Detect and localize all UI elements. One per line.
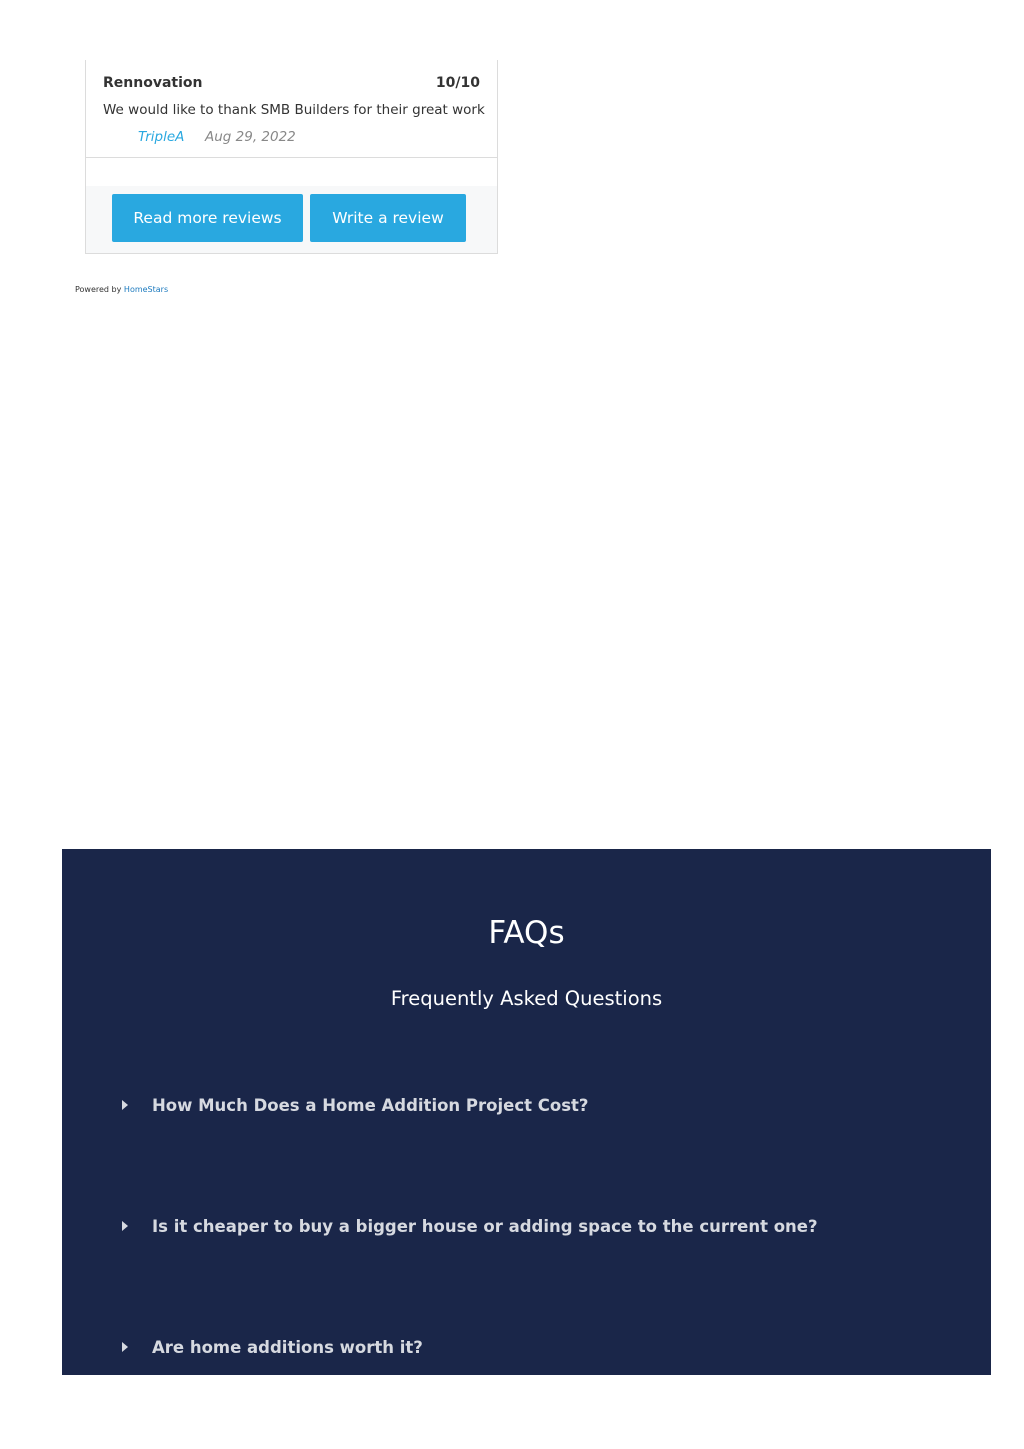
powered-by-prefix: Powered by: [75, 285, 122, 294]
review-date: Aug 29, 2022: [205, 129, 296, 145]
faq-item[interactable]: [122, 1334, 423, 1360]
caret-right-icon: [122, 1100, 128, 1110]
faq-question: Is it cheaper to buy a bigger house or adding space to the current one?: [152, 1216, 818, 1236]
caret-right-icon: [122, 1342, 128, 1352]
powered-by: [75, 285, 168, 294]
faq-title: FAQs: [488, 915, 565, 951]
faq-section: [62, 849, 991, 1375]
faq-item[interactable]: [122, 1213, 818, 1239]
faq-question: Are home additions worth it?: [152, 1337, 423, 1357]
faq-subtitle: Frequently Asked Questions: [390, 987, 663, 1010]
faq-question: How Much Does a Home Addition Project Cost?: [152, 1095, 589, 1115]
review-actions: [86, 186, 497, 253]
homestars-link[interactable]: HomeStars: [123, 285, 169, 294]
review-text: We would like to thank SMB Builders for their great work: [103, 102, 485, 118]
review-widget: [85, 60, 498, 254]
review-title: Rennovation: [103, 75, 203, 91]
caret-right-icon: [122, 1221, 128, 1231]
write-review-button[interactable]: Write a review: [310, 194, 466, 242]
read-more-reviews-button[interactable]: Read more reviews: [112, 194, 303, 242]
review-item: [86, 60, 497, 158]
faq-item[interactable]: [122, 1092, 588, 1118]
review-author-link[interactable]: TripleA: [138, 129, 185, 145]
review-score: 10/10: [435, 75, 480, 91]
